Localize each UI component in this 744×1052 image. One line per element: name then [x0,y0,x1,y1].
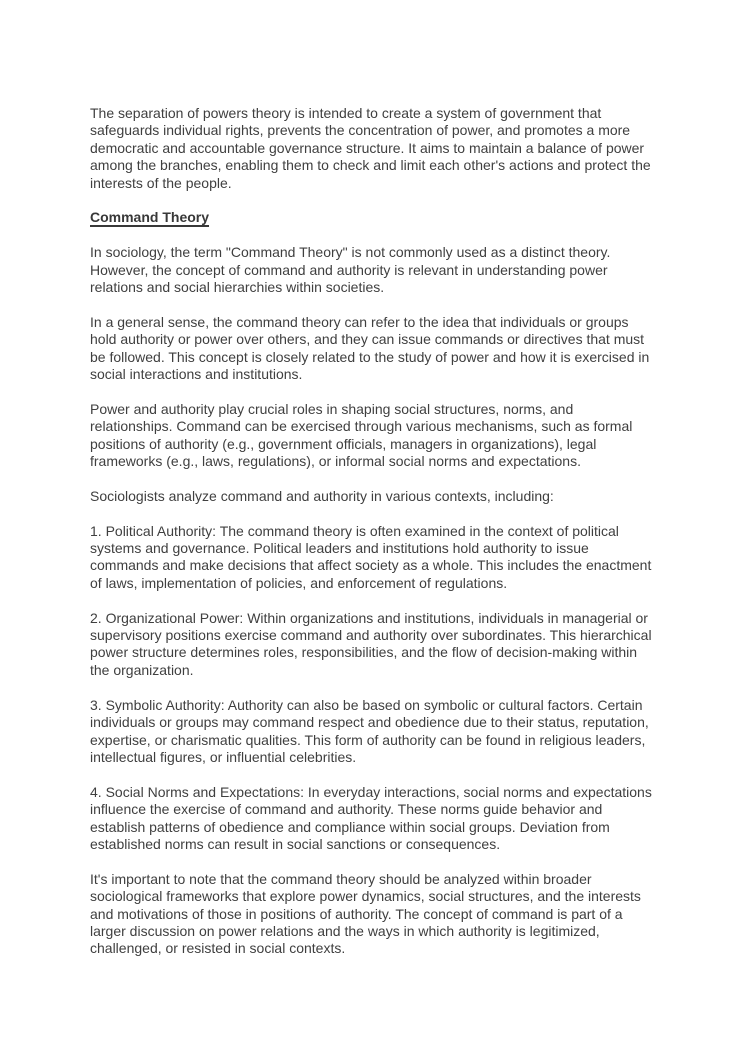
section-heading-command-theory: Command Theory [90,209,210,226]
paragraph-contexts-lead-in: Sociologists analyze command and authority in various contexts, including: [90,487,554,504]
paragraph-general-sense: In a general sense, the command theory can refer to the idea that individuals or groups hold authority or power over others, and they can issue commands or directives that must be followed. This concept is closely related to the study of power and how it is exercised in social interactions and institutions. [90,313,650,383]
numbered-item-political-authority: 1. Political Authority: The command theory is often examined in the context of political systems and governance. Political leaders and institutions hold authority to issue commands and make decisions that affect society as a whole. This includes the enactment of laws, implementation of policies, and enforcement of regulations. [90,522,652,591]
paragraph-power-and-authority: Power and authority play crucial roles in shaping social structures, norms, and relationships. Command can be exercised through various mechanisms, such as formal positions of authority (e.g., government officials, managers in organizations), legal frameworks (e.g., laws, regulations), or informal social norms and expectations. [90,400,633,470]
closing-paragraph: It's important to note that the command theory should be analyzed within broader sociological frameworks that explore power dynamics, social structures, and the interests and motivations of those in positions of authority. The concept of command is part of a larger discussion on power relations and the ways in which authority is legitimized, challenged, or resisted in social contexts. [90,870,641,957]
numbered-item-organizational-power: 2. Organizational Power: Within organizations and institutions, individuals in managerial or supervisory positions exercise command and authority over subordinates. This hierarchical power structure determines roles, responsibilities, and the flow of decision-making within the organization. [90,609,652,678]
numbered-item-symbolic-authority: 3. Symbolic Authority: Authority can also be based on symbolic or cultural factors. Certain individuals or groups may command respect and obedience due to their status, reputation, expertise, or charismatic qualities. This form of authority can be found in religious leaders, intellectual figures, or influential celebrities. [90,696,649,765]
intro-paragraph-separation-of-powers: The separation of powers theory is intended to create a system of government that safeguards individual rights, prevents the concentration of power, and promotes a more democratic and accountable governance structure. It aims to maintain a balance of power among the branches, enabling them to check and limit each other's actions and protect the interests of the people. [90,105,651,191]
numbered-item-social-norms-expectations: 4. Social Norms and Expectations: In everyday interactions, social norms and expectations influence the exercise of command and authority. These norms guide behavior and establish patterns of obedience and compliance within social groups. Deviation from established norms can result in social sanctions or consequences. [90,783,652,852]
paragraph-command-theory-in-sociology: In sociology, the term "Command Theory" is not commonly used as a distinct theory. However, the concept of command and authority is relevant in understanding power relations and social hierarchies within societies. [90,244,611,296]
